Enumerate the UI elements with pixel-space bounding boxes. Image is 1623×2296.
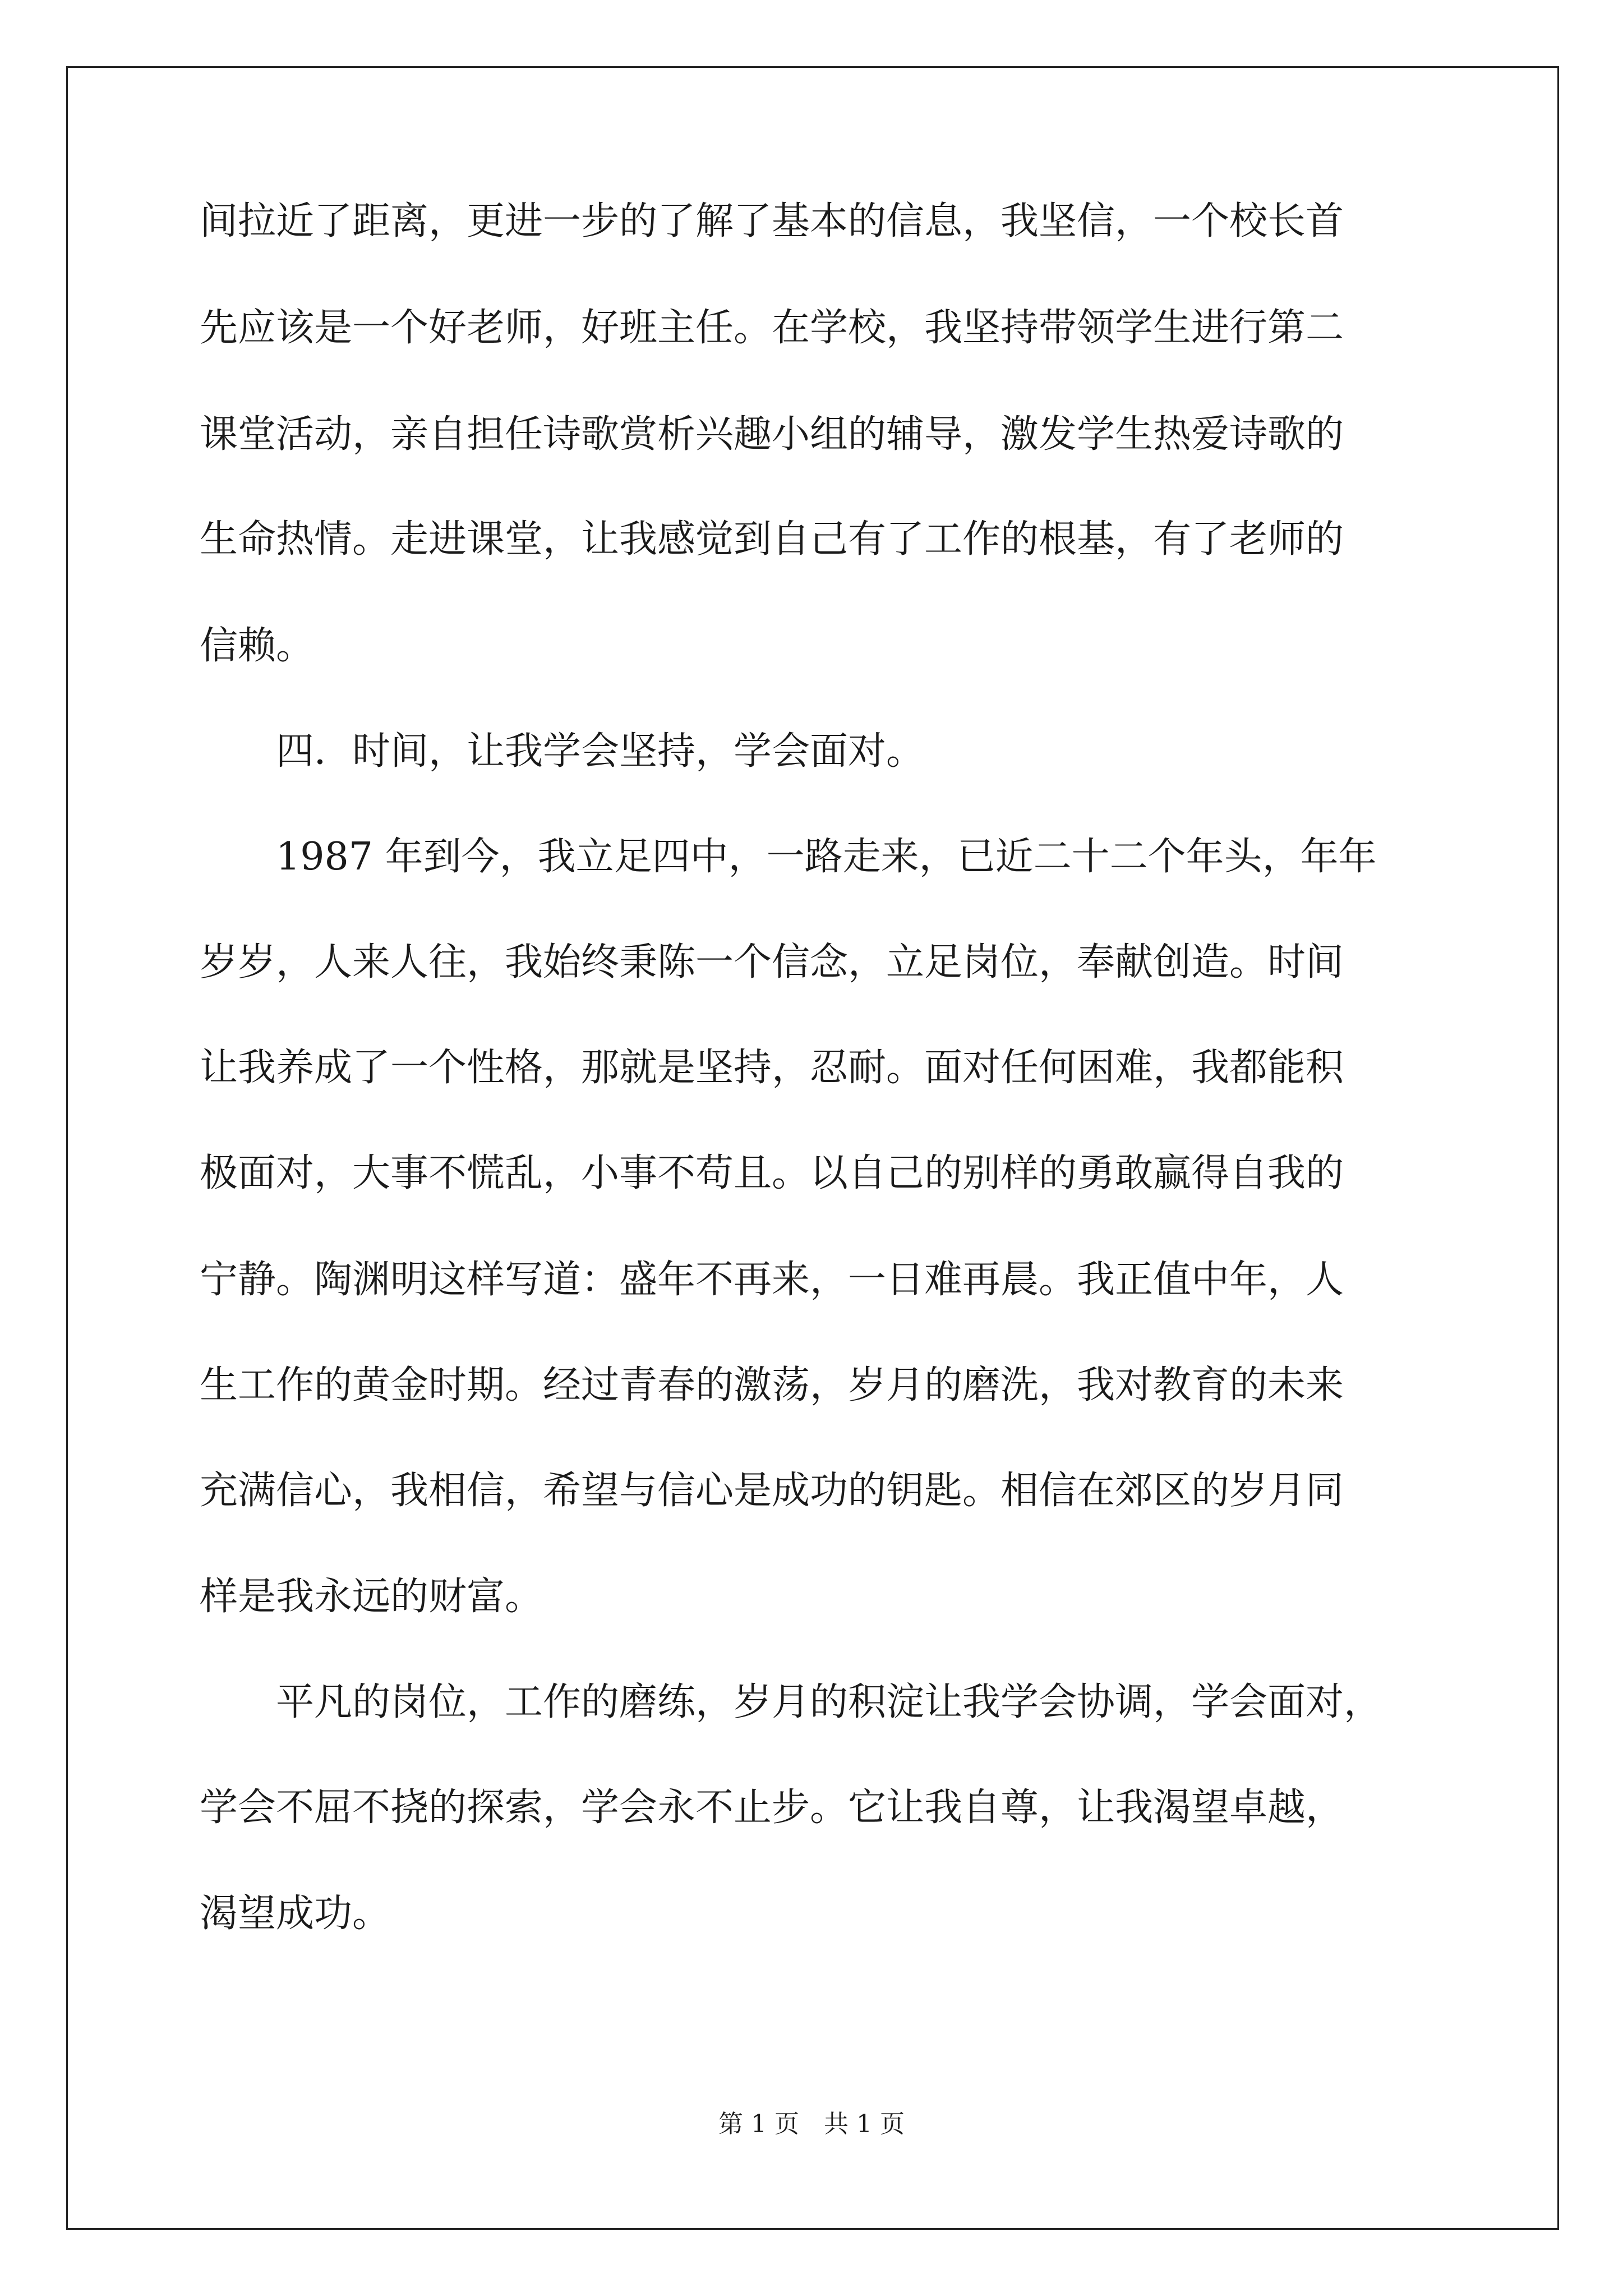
- page-number: 第 1 页 共 1 页: [718, 2110, 905, 2138]
- text-line: 课堂活动，亲自担任诗歌赏析兴趣小组的辅导，激发学生热爱诗歌的: [200, 412, 1344, 457]
- text-line: 生命热情。走进课堂，让我感觉到自己有了工作的根基，有了老师的: [200, 517, 1344, 562]
- text-line: 岁岁，人来人往，我始终秉陈一个信念，立足岗位，奉献创造。时间: [200, 940, 1344, 984]
- text-line: 先应该是一个好老师，好班主任。在学校，我坚持带领学生进行第二: [200, 306, 1344, 350]
- text-line: 1987 年到今，我立足四中，一路走来，已近二十二个年头，年年: [200, 835, 1377, 879]
- text-line: 生工作的黄金时期。经过青春的激荡，岁月的磨洗，我对教育的未来: [200, 1363, 1344, 1407]
- text-line: 充满信心，我相信，希望与信心是成功的钥匙。相信在郊区的岁月同: [200, 1469, 1344, 1513]
- text-line: 让我养成了一个性格，那就是坚持，忍耐。面对任何困难，我都能积: [200, 1046, 1344, 1090]
- text-line: 学会不屈不挠的探索，学会永不止步。它让我自尊，让我渴望卓越，: [200, 1786, 1344, 1830]
- text-line: 平凡的岗位，工作的磨练，岁月的积淀让我学会协调，学会面对，: [200, 1680, 1382, 1724]
- text-line: 宁静。陶渊明这样写道：盛年不再来，一日难再晨。我正值中年，人: [200, 1258, 1344, 1302]
- text-line: 极面对，大事不慌乱，小事不苟且。以自己的别样的勇敢赢得自我的: [200, 1151, 1344, 1195]
- section-heading: 四．时间，让我学会坚持，学会面对。: [200, 729, 925, 774]
- text-line: 信赖。: [200, 624, 315, 668]
- text-line: 渴望成功。: [200, 1892, 391, 1936]
- text-line: 样是我永远的财富。: [200, 1575, 543, 1619]
- text-line: 间拉近了距离，更进一步的了解了基本的信息，我坚信，一个校长首: [200, 199, 1344, 243]
